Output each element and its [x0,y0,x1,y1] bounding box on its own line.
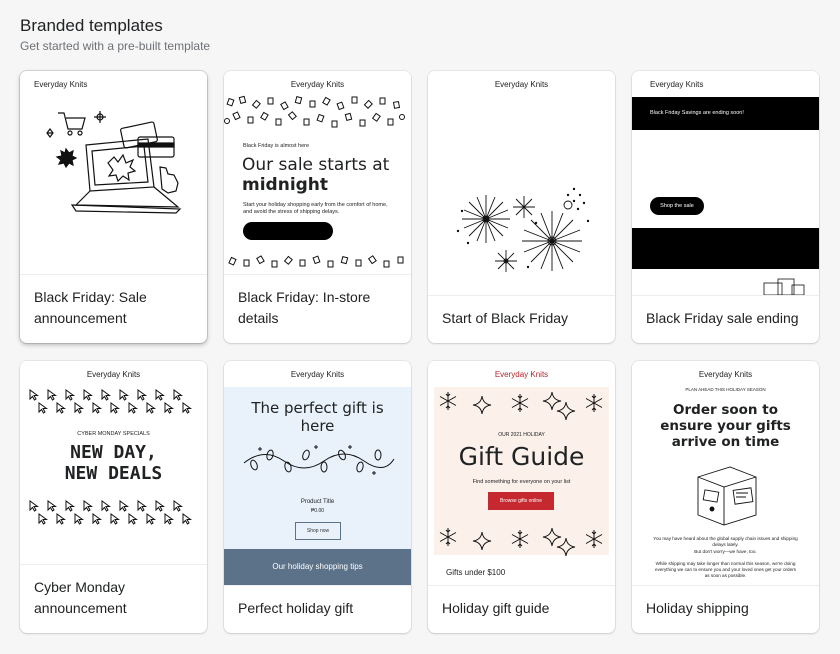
body-text: Start your holiday shopping early from the comfort of home, and avoid the stress of shipping delays. [243,202,388,215]
headline-line-2: NEW DEALS [64,463,163,484]
brand-name: Everyday Knits [34,80,88,89]
brand-name: Everyday Knits [86,370,141,379]
template-preview [20,71,207,275]
body-text: Find something for everyone on your list [472,479,571,485]
template-title: Black Friday: Sale announcement [34,289,147,326]
footer-band [632,228,819,269]
package-icon [632,269,819,295]
template-card-cyber-monday[interactable] [20,361,207,633]
package-icon [632,463,819,533]
template-title: Black Friday: In-store details [238,289,371,326]
template-card-holiday-shipping[interactable] [632,361,819,633]
footer-band: Our holiday shopping tips [224,549,411,585]
template-card-black-friday-instore[interactable] [224,71,411,343]
template-preview [224,361,411,586]
template-title: Holiday shipping [646,600,749,616]
shop-now-button: Shop now [295,522,341,540]
brand-name: Everyday Knits [650,80,704,89]
cart-icon [58,113,85,135]
page-title: Branded templates [20,16,163,35]
kicker: Black Friday is almost here [243,143,310,149]
kicker: OUR 2021 HOLIDAY [498,432,545,438]
template-card-black-friday-sale[interactable] [20,71,207,343]
template-title: Perfect holiday gift [238,600,354,616]
banner-text: Black Friday Savings are ending soon! [650,110,744,116]
body-text-2: But don't worry—we have, too. [694,549,757,554]
template-preview [224,71,411,275]
laptop-icon [20,71,207,274]
section-subtitle: Gifts under $100 [446,568,506,577]
template-preview [632,71,819,296]
brand-name: Everyday Knits [494,80,549,89]
brand-name: Everyday Knits [290,80,345,89]
confetti-pattern [224,95,411,135]
headline-line-2: midnight [242,175,329,195]
body-text-3: While shipping may take longer than normal this season, we're doing everything we can to ensure you and your loved ones get your orders as soon as possible. [655,561,796,578]
light-string-icon [224,441,411,481]
template-preview [428,361,615,586]
template-card-perfect-gift[interactable] [224,361,411,633]
cta-button: Shop the sale [650,197,704,215]
browse-gifts-button: Browse gifts online [488,492,554,510]
fireworks-icon [428,71,615,295]
template-title: Start of Black Friday [442,310,569,326]
product-title: Product Title [300,499,335,505]
headline-line-1: Our sale starts at [242,155,390,175]
template-title: Holiday gift guide [442,600,550,616]
template-preview [20,361,207,565]
template-card-gift-guide[interactable] [428,361,615,633]
headline: The perfect gift is here [251,399,384,435]
template-title: Cyber Monday announcement [34,579,127,616]
kicker: PLAN AHEAD THIS HOLIDAY SEASON [685,387,766,392]
confetti-pattern [224,254,411,274]
snowflake-icon [428,361,615,585]
brand-name: Everyday Knits [290,370,345,379]
template-card-start-black-friday[interactable] [428,71,615,343]
template-card-black-friday-ending[interactable] [632,71,819,343]
headline-line-1: NEW DAY, [70,442,157,463]
headline: Gift Guide [458,442,585,471]
brand-name: Everyday Knits [494,370,549,379]
cta-button [243,222,333,240]
template-preview [632,361,819,586]
product-price: ₱0.00 [310,508,325,514]
template-title: Black Friday sale ending [646,310,799,326]
page-subtitle: Get started with a pre-built template [20,39,211,53]
headline: Order soon to ensure your gifts arrive on time [660,402,791,450]
template-preview [428,71,615,296]
body-text-1: You may have heard about the global supply chain issues and shipping delays lately. [653,536,798,547]
brand-name: Everyday Knits [698,370,753,379]
kicker: CYBER MONDAY SPECIALS [77,431,150,437]
